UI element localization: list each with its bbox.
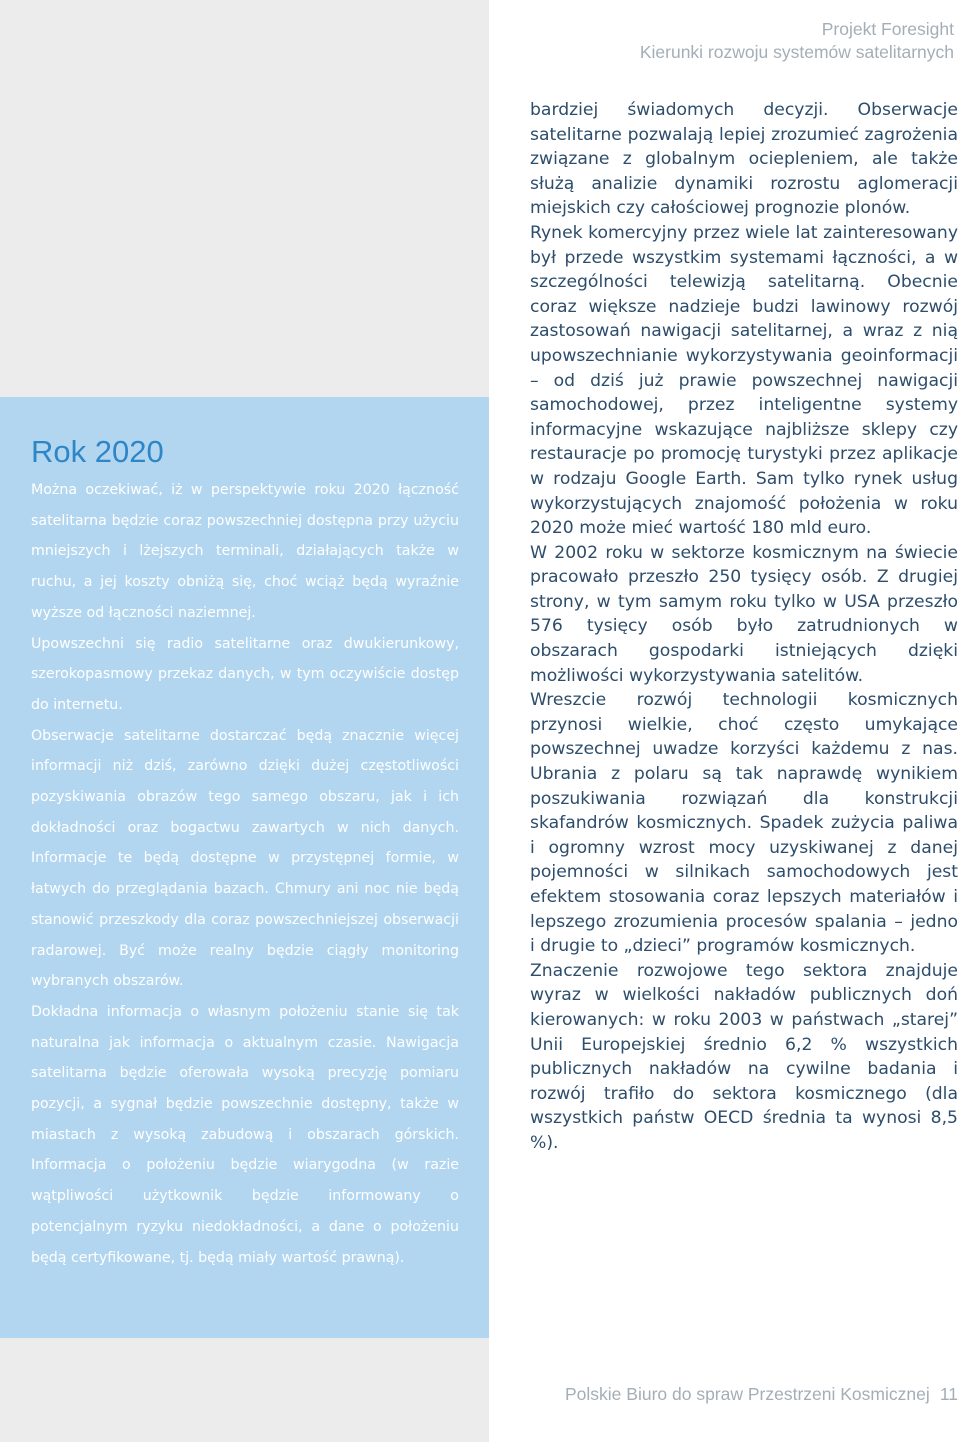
main-paragraph: W 2002 roku w sektorze kosmicznym na świecie pracowało przeszło 250 tysięcy osób. Z drugiej strony, w tym samym roku tylko w USA przeszło 576 tysięcy osób było zatrudnionych w obszarach gospodarki istniejących dzięki możliwości wykorzystywania satelitów. — [530, 542, 958, 686]
main-paragraph: Wreszcie rozwój technologii kosmicznych przynosi wielkie, choć często umykające powszechnej uwadze korzyści każdemu z nas. Ubrania z polaru są tak naprawdę wynikiem poszukiwania rozwiązań dla konstrukcji skafandrów kosmicznych. Spadek zużycia paliwa i ogromny wzrost mocy uzyskiwanej z danej pojemności w silnikach samochodowych jest efektem stosowania coraz lepszych materiałów i lepszego zrozumienia procesów spalania – jedno i drugie to „dzieci” programów kosmicznych. — [530, 690, 958, 957]
header-project-name: Projekt Foresight — [821, 19, 954, 39]
header-subtitle: Kierunki rozwoju systemów satelitarnych — [639, 42, 954, 62]
main-paragraph: bardziej świadomych decyzji. Obserwacje satelitarne pozwalają lepiej zrozumieć zagrożenia związane z globalnym ociepleniem, ale także służą analizie dynamiki rozrostu aglomeracji miejskich czy całościowej prognozie plonów. — [530, 100, 958, 219]
page-header — [640, 18, 954, 64]
sidebar-paragraph: Można oczekiwać, iż w perspektywie roku 2020 łączność satelitarna będzie coraz powszechniej dostępna przy użyciu mniejszych i lżejszych terminali, działających także w ruchu, a jej koszty obniżą się, choć wciąż będą wyraźnie wyższe od łączności naziemnej. — [31, 482, 459, 621]
sidebar-paragraph: Dokładna informacja o własnym położeniu stanie się tak naturalna jak informacja o aktualnym czasie. Nawigacja satelitarna będzie oferowała wysoką precyzję pomiaru pozycji, a sygnał będzie powszechnie dostępny, także w miastach z wysoką zabudową i obszarach górskich. Informacja o położeniu będzie wiarygodna (w razie wątpliwości użytkownik będzie informowany o potencjalnym ryzyku niedokładności, a dane o położeniu będą certyfikowane, tj. będą miały wartość prawną). — [31, 1003, 459, 1266]
footer-organization: Polskie Biuro do spraw Przestrzeni Kosmicznej — [565, 1384, 930, 1404]
page-footer — [565, 1382, 960, 1406]
page-number: 11 — [939, 1384, 958, 1404]
main-paragraph: Rynek komercyjny przez wiele lat zainteresowany był przede wszystkim systemami łączności, a w szczególności telewizją satelitarną. Obecnie coraz większe nadzieje budzi lawinowy rozwój zastosowań nawigacji satelitarnej, a wraz z nią upowszechnianie wykorzystywania geoinformacji – od dziś już prawie powszechnej nawigacji samochodowej, przez inteligentne systemy informacyjne wskazujące najbliższe sklepy czy restauracje po promocję turystyki przez aplikacje w rodzaju Google Earth. Sam tylko rynek usług wykorzystujących znajomość położenia w roku 2020 może mieć wartość 180 mld euro. — [530, 222, 958, 539]
sidebar-title: Rok 2020 — [31, 434, 164, 469]
sidebar-text — [31, 475, 459, 1273]
sidebar-paragraph: Obserwacje satelitarne dostarczać będą znacznie więcej informacji niż dziś, zarówno dzięki dużej częstotliwości pozyskiwania obrazów tego samego obszaru, jak i ich dokładności oraz bogactwu zawartych w nich danych. Informacje te będą dostępne w przystępnej formie, w łatwych do przeglądania bazach. Chmury ani noc nie będą stanowić przeszkody dla coraz powszechniejszej obserwacji radarowej. Być może realny będzie ciągły monitoring wybranych obszarów. — [31, 727, 459, 990]
main-text — [530, 98, 958, 1156]
main-paragraph: Znaczenie rozwojowe tego sektora znajduje wyraz w wielkości nakładów publicznych doń kierowanych: w roku 2003 w państwach „starej” Unii Europejskiej średnio 6,2 % wszystkich publicznych nakładów na cywilne badania i rozwój trafiło do sektora kosmicznego (dla wszystkich państw OECD średnia ta wynosi 8,5 %). — [530, 960, 958, 1153]
sidebar-paragraph: Upowszechni się radio satelitarne oraz dwukierunkowy, szerokopasmowy przekaz danych, w tym oczywiście dostęp do internetu. — [31, 635, 459, 713]
